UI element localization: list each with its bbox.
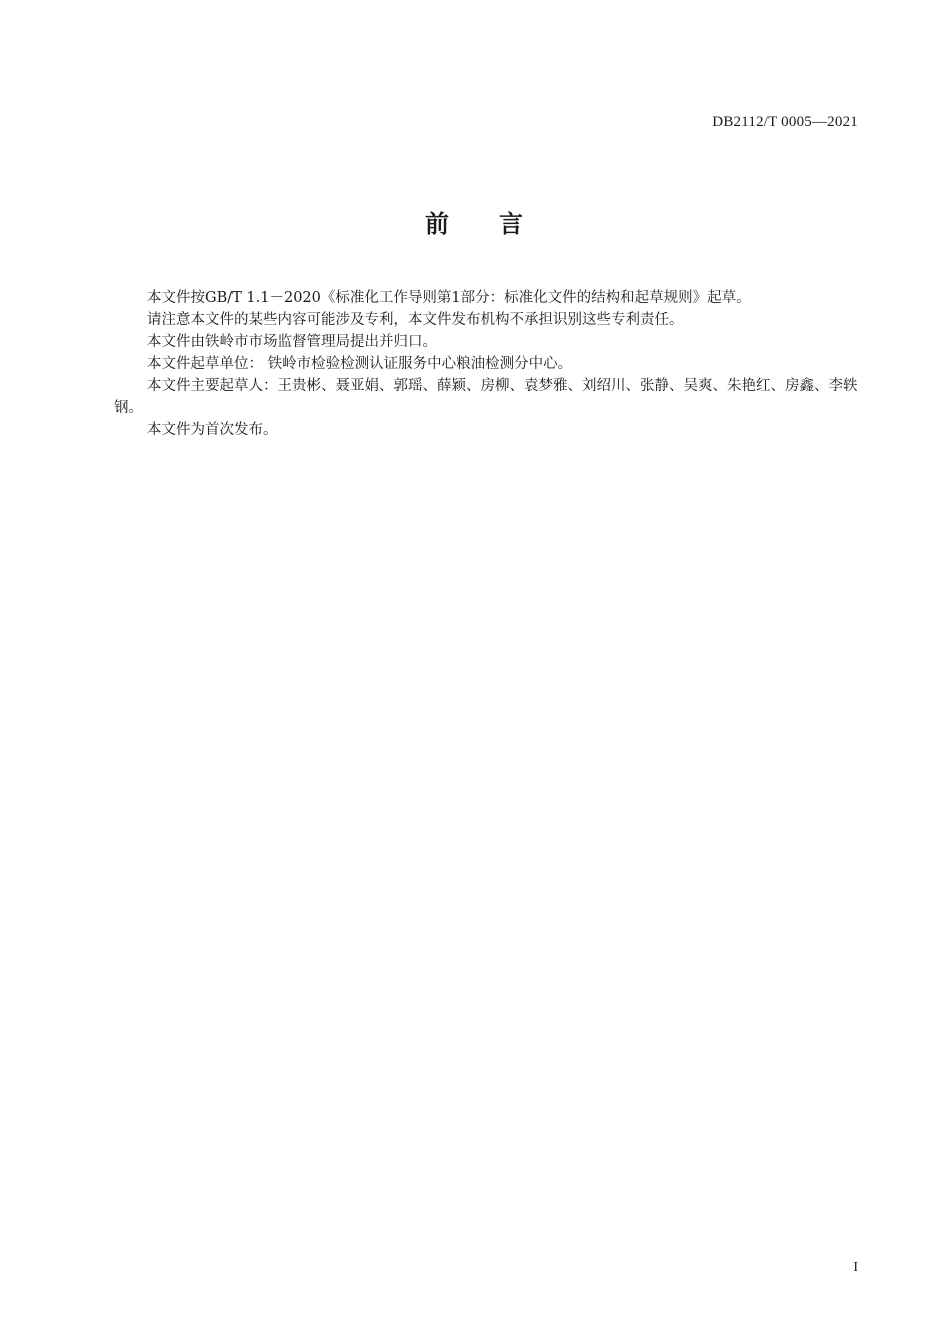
document-code: DB2112/T 0005—2021 xyxy=(712,114,858,130)
paragraph-drafters: 本文件主要起草人：王贵彬、聂亚娟、郭瑶、薛颖、房柳、袁梦雅、刘绍川、张静、吴爽、朱艳红、房鑫、李轶钢。 xyxy=(114,378,858,416)
paragraph-drafting-unit: 本文件起草单位： 铁岭市检验检测认证服务中心粮油检测分中心。 xyxy=(147,356,573,372)
page-title xyxy=(0,204,950,239)
paragraph-drafting-standard: 本文件按GB/T 1.1－2020《标准化工作导则第1部分：标准化文件的结构和起草规则》起草。 xyxy=(147,290,751,306)
paragraph-first-release: 本文件为首次发布。 xyxy=(147,422,278,438)
paragraph-patent-notice: 请注意本文件的某些内容可能涉及专利，本文件发布机构不承担识别这些专利责任。 xyxy=(147,312,684,328)
page-number: I xyxy=(853,1260,858,1275)
paragraph-proposer: 本文件由铁岭市市场监督管理局提出并归口。 xyxy=(147,334,437,350)
title-char-2: 言 xyxy=(499,210,525,238)
foreword-body xyxy=(114,287,864,441)
title-char-1: 前 xyxy=(425,210,451,238)
